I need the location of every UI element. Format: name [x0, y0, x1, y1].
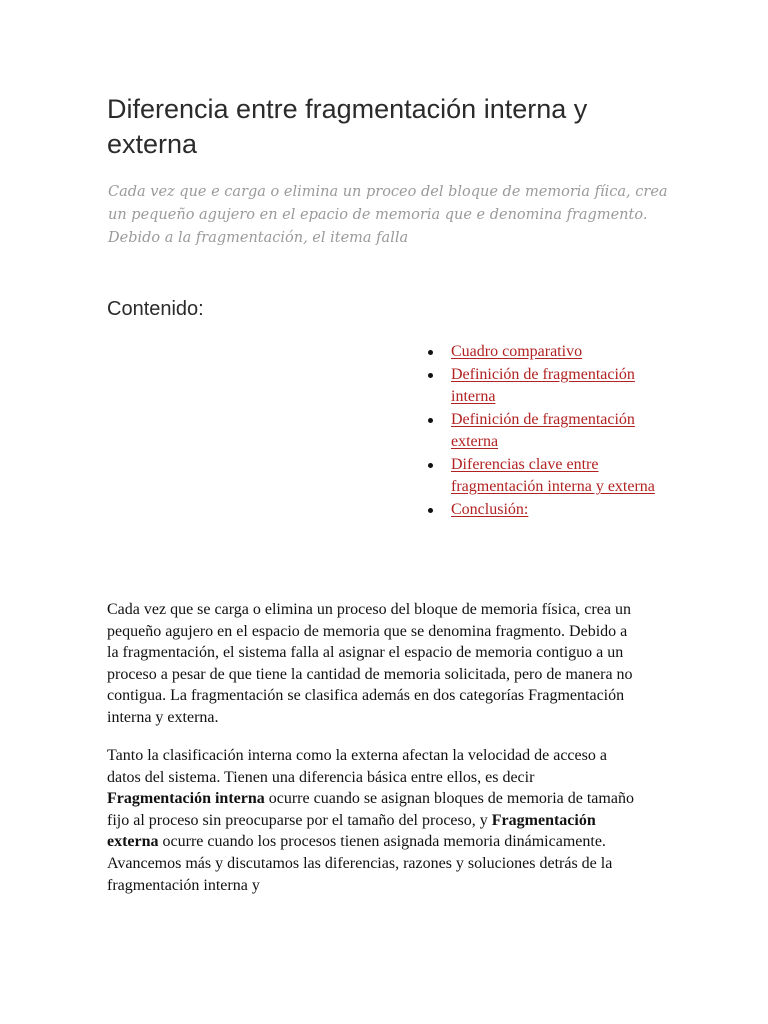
toc-item — [426, 499, 676, 522]
paragraph-text: ocurre cuando se asignan bloques de memoria de tamaño fijo al proceso sin preocuparse por el tamaño del proceso, y — [107, 790, 634, 829]
toc-item — [426, 454, 676, 499]
bullet-icon — [428, 463, 433, 468]
toc-item — [426, 409, 676, 454]
bullet-icon — [428, 373, 433, 378]
toc-link-diferencias-clave[interactable]: Diferencias clave entre fragmentación interna y externa — [451, 455, 655, 495]
toc-link-cuadro-comparativo[interactable]: Cuadro comparativo — [451, 343, 583, 360]
article-title: Diferencia entre fragmentación interna y externa — [107, 94, 588, 159]
paragraph-classification — [107, 745, 637, 896]
contents-heading: Contenido: — [107, 298, 204, 320]
paragraph-intro: Cada vez que se carga o elimina un proceso del bloque de memoria física, crea un pequeño agujero en el espacio de memoria que se denomina fragmento. Debido a la fragmentación, el sistema falla al asignar el espacio de memoria contiguo a un proceso a pesar de que tiene la cantidad de memoria solicitada, pero de manera no contigua. La fragmentación se clasifica además en dos categorías Fragmentación interna y externa. — [107, 601, 633, 726]
bullet-icon — [428, 508, 433, 513]
article-subtitle: Cada vez que e carga o elimina un proceo del bloque de memoria fíica, crea un pequeño agujero en el epacio de memoria que e denomina fragmento. Debido a la fragmentación, el itema falla — [108, 184, 668, 246]
toc-item — [426, 341, 676, 364]
bullet-icon — [428, 350, 433, 355]
toc-link-conclusion[interactable]: Conclusión: — [451, 500, 529, 518]
term-external-fragmentation: Fragmentación externa — [107, 811, 596, 851]
bullet-icon — [428, 418, 433, 423]
paragraph-text: Tanto la clasificación interna como la externa afectan la velocidad de acceso a datos del sistema. Tienen una diferencia básica entre ellos, es decir — [107, 747, 607, 786]
table-of-contents — [426, 341, 676, 521]
toc-item — [426, 364, 676, 409]
paragraph-text: ocurre cuando los procesos tienen asignada memoria dinámicamente. Avancemos más y discutamos las diferencias, razones y soluciones detrás de la fragmentación interna y — [107, 833, 613, 894]
toc-link-definicion-interna[interactable]: Definición de fragmentación interna — [451, 365, 635, 405]
toc-link-definicion-externa[interactable]: Definición de fragmentación externa — [451, 410, 635, 450]
term-internal-fragmentation: Fragmentación interna — [107, 790, 265, 808]
